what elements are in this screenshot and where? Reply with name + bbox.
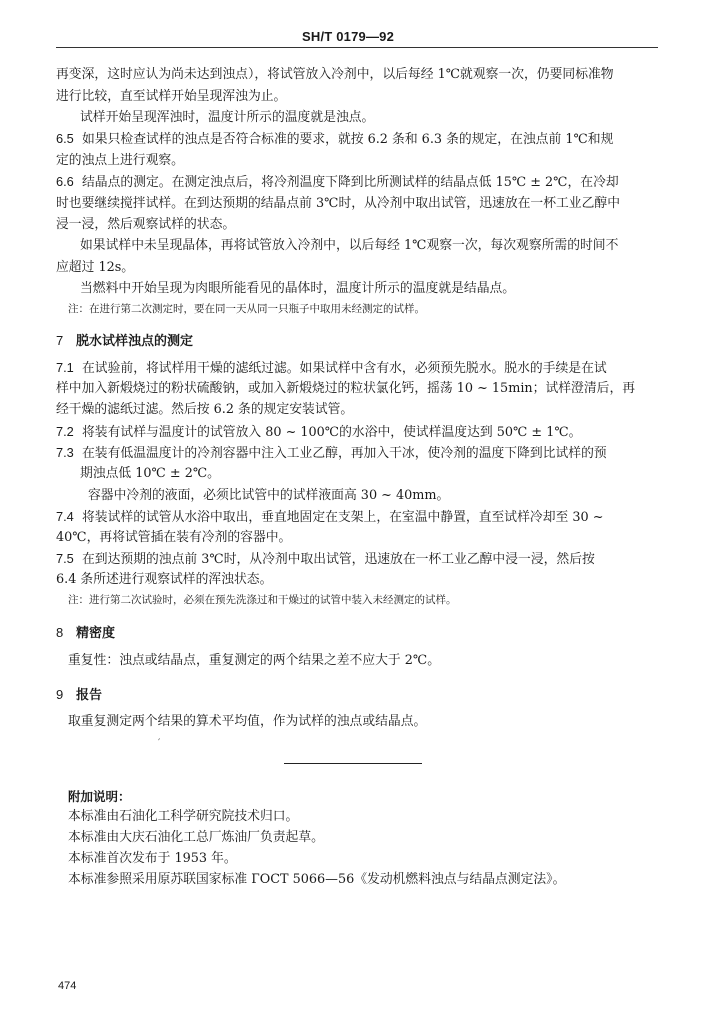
page-number: 474 [58, 980, 77, 992]
text-line: 当燃料中开始呈现为肉眼所能看见的晶体时，温度计所示的温度就是结晶点。 [80, 281, 516, 296]
clause-number: 7.4 [56, 509, 74, 524]
clause-7-2 [56, 423, 581, 442]
text-line: 进行比较，直至试样开始呈现浑浊为止。 [56, 89, 287, 104]
text-line: 在到达预期的浊点前 3℃时，从冷剂中取出试管，迅速放在一杯工业乙醇中浸一浸，然后按 [82, 552, 595, 567]
clause-number: 6.6 [56, 174, 74, 189]
clause-number: 6.5 [56, 131, 74, 146]
section-8-heading [56, 622, 115, 641]
clause-7-1 [56, 359, 607, 378]
additional-line: 本标准首次发布于 1953 年。 [68, 851, 237, 866]
clause-number: 7.5 [56, 551, 74, 566]
note: 注：在进行第二次测定时，要在同一天从同一只瓶子中取用未经测定的试样。 [68, 303, 425, 315]
additional-line: 本标准由大庆石油化工总厂炼油厂负责起草。 [68, 830, 324, 845]
text-line: 在装有低温温度计的冷剂容器中注入工业乙醇，再加入干冰，使冷剂的温度下降到比试样的预 [82, 446, 607, 461]
note: 注：进行第二次试验时，必须在预先洗涤过和干燥过的试管中装入未经测定的试样。 [68, 594, 457, 606]
text-line: 容器中冷剂的液面，必须比试管中的试样液面高 30 ~ 40mm。 [88, 488, 450, 503]
section-number: 9 [56, 687, 64, 702]
text-line: 如果只检查试样的浊点是否符合标准的要求，就按 6.2 条和 6.3 条的规定，在浊点前 1℃和规 [82, 132, 614, 147]
text-line: 在试验前，将试样用干燥的滤纸过滤。如果试样中含有水，必须预先脱水。脱水的手续是在试 [82, 361, 607, 376]
text-line: 40℃，再将试管插在装有冷剂的容器中。 [56, 530, 292, 545]
text-line: 浸一浸，然后观察试样的状态。 [56, 217, 236, 232]
section-number: 8 [56, 625, 64, 640]
text-line: 定的浊点上进行观察。 [56, 153, 184, 168]
section-7-heading [56, 330, 193, 349]
text-line: 经干燥的滤纸过滤。然后按 6.2 条的规定安装试管。 [56, 402, 354, 417]
additional-line: 本标准由石油化工科学研究院技术归口。 [68, 809, 299, 824]
section-title: 精密度 [76, 626, 116, 641]
section-title: 报告 [76, 688, 103, 703]
text-line: 试样开始呈现浑浊时，温度计所示的温度就是浊点。 [80, 110, 375, 125]
document-code: SH/T 0179—92 [302, 29, 395, 44]
clause-7-3 [56, 444, 607, 463]
text-line: 如果试样中未呈现晶体，再将试管放入冷剂中，以后每经 1℃观察一次，每次观察所需的时间不 [80, 238, 619, 253]
end-rule [284, 763, 422, 764]
additional-notes-title: 附加说明： [68, 789, 131, 804]
clause-6-5 [56, 130, 613, 149]
text-line: 应超过 12s。 [56, 260, 135, 275]
clause-number: 7.3 [56, 445, 74, 460]
header-rule [56, 47, 658, 48]
stray-mark: ′ [158, 738, 161, 749]
text-line: 将装试样的试管从水浴中取出，垂直地固定在支架上，在室温中静置，直至试样冷却至 30 ~ [82, 510, 604, 525]
clause-number: 7.2 [56, 424, 74, 439]
text-line: 结晶点的测定。在测定浊点后，将冷剂温度下降到比所测试样的结晶点低 15℃ ± 2℃，在冷却 [82, 175, 619, 190]
section-number: 7 [56, 333, 64, 348]
additional-line: 本标准参照采用原苏联国家标准 ГОСТ 5066—56《发动机燃料浊点与结晶点测定法》。 [68, 872, 566, 887]
text-line: 时也要继续搅拌试样。在到达预期的结晶点前 3℃时，从冷剂中取出试管，迅速放在一杯工业乙醇中 [56, 196, 620, 211]
text-line: 6.4 条所述进行观察试样的浑浊状态。 [56, 572, 273, 587]
clause-number: 7.1 [56, 360, 74, 375]
section-title: 脱水试样浊点的测定 [76, 334, 194, 349]
text-line: 将装有试样与温度计的试管放入 80 ~ 100℃的水浴中，使试样温度达到 50℃ ± 1℃。 [82, 425, 582, 440]
clause-7-5 [56, 550, 595, 569]
text-line: 取重复测定两个结果的算术平均值，作为试样的浊点或结晶点。 [68, 714, 427, 729]
text-line: 样中加入新煅烧过的粉状硫酸钠，或加入新煅烧过的粒状氯化钙，摇荡 10 ~ 15min；试样澄清后，再 [56, 381, 636, 396]
section-9-heading [56, 684, 102, 703]
text-line: 重复性：浊点或结晶点，重复测定的两个结果之差不应大于 2℃。 [68, 653, 441, 668]
text-line: 期浊点低 10℃ ± 2℃。 [80, 466, 220, 481]
text-line: 再变深，这时应认为尚未达到浊点），将试管放入冷剂中，以后每经 1℃就观察一次，仍要同标准物 [56, 67, 614, 82]
clause-7-4 [56, 508, 603, 527]
clause-6-6 [56, 173, 619, 192]
